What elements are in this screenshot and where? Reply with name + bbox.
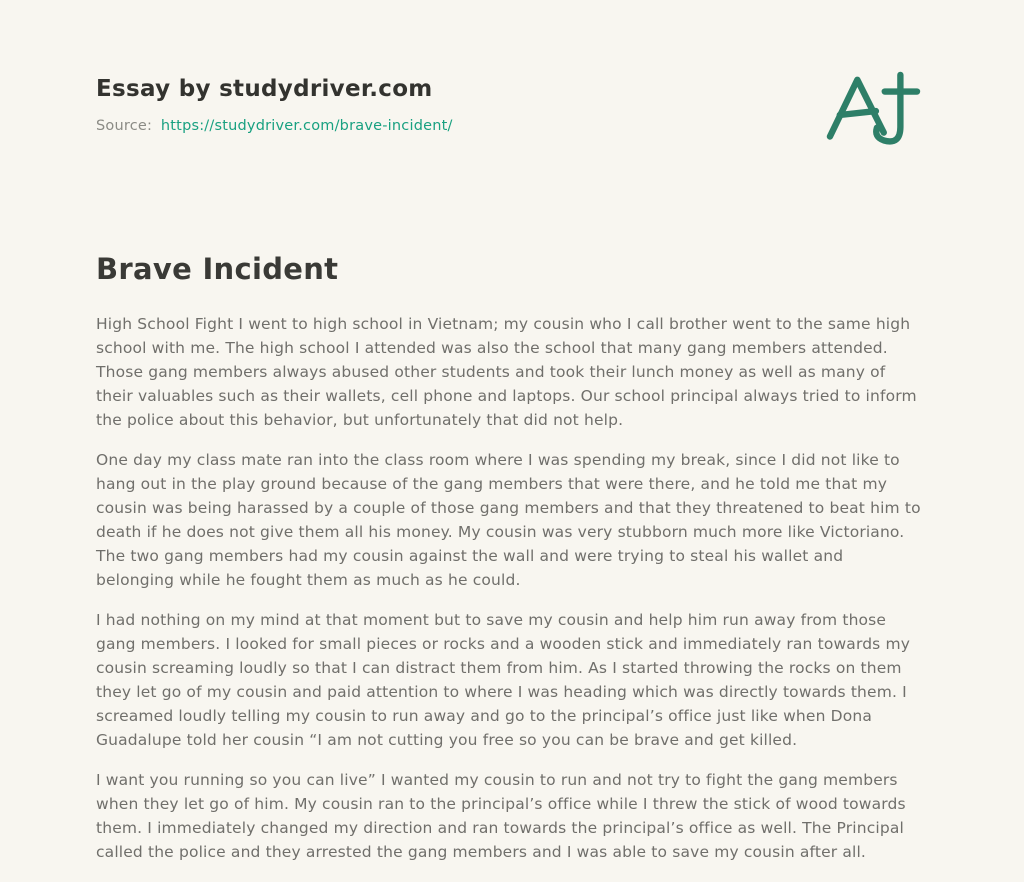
page-header xyxy=(96,76,924,134)
essay-body xyxy=(96,312,924,864)
source-label: Source: xyxy=(96,118,153,134)
site-heading: Essay by studydriver.com xyxy=(96,76,433,102)
studydriver-logo-icon xyxy=(824,70,922,160)
essay-content xyxy=(96,252,924,864)
source-line xyxy=(96,118,924,134)
source-link[interactable]: https://studydriver.com/brave-incident/ xyxy=(160,118,453,134)
essay-paragraph-2: One day my class mate ran into the class room where I was spending my break, since I did not like to hang out in the play ground because of the gang members that were there, and he told me that my cousin was being harassed by a couple of those gang members and that they threatened to beat him to death if he does not give them all his money. My cousin was very stubborn much more like Victoriano. The two gang members had my cousin against the wall and were trying to steal his wallet and belonging while he fought them as much as he could. xyxy=(96,451,921,589)
essay-paragraph-3: I had nothing on my mind at that moment but to save my cousin and help him run away from those gang members. I looked for small pieces or rocks and a wooden stick and immediately ran towards my cousin screaming loudly so that I can distract them from him. As I started throwing the rocks on them they let go of my cousin and paid attention to where I was heading which was directly towards them. I screamed loudly telling my cousin to run away and go to the principal’s office just like when Dona Guadalupe told her cousin “I am not cutting you free so you can be brave and get killed. xyxy=(96,611,911,749)
essay-paragraph-1: High School Fight I went to high school in Vietnam; my cousin who I call brother went to the same high school with me. The high school I attended was also the school that many gang members attended. Those gang members always abused other students and took their lunch money as well as many of their valuables such as their wallets, cell phone and laptops. Our school principal always tried to inform the police about this behavior, but unfortunately that did not help. xyxy=(96,315,917,429)
essay-paragraph-4: I want you running so you can live” I wanted my cousin to run and not try to fight the gang members when they let go of him. My cousin ran to the principal’s office while I threw the stick of wood towards them. I immediately changed my direction and ran towards the principal’s office as well. The Principal called the police and they arrested the gang members and I was able to save my cousin after all. xyxy=(96,771,906,861)
essay-title: Brave Incident xyxy=(96,252,339,286)
